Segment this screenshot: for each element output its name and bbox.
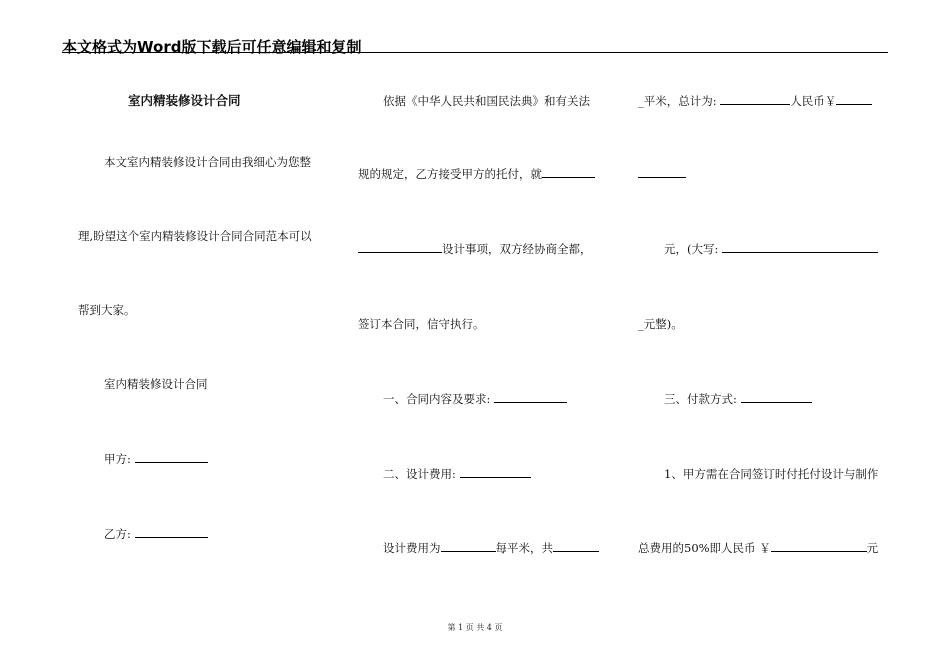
preamble-line-4: 签订本合同，信守执行。 — [358, 317, 485, 331]
section-1-label: 一、合同内容及要求: — [383, 392, 495, 406]
total-label-b: 人民币￥ — [790, 94, 837, 108]
amount-end-line: _元整)。 — [638, 317, 683, 331]
page-header: 本文格式为Word版下载后可任意编辑和复制 — [62, 38, 362, 56]
contract-subtitle: 室内精装修设计合同 — [104, 377, 208, 391]
fee-per-sqm-blank[interactable] — [441, 541, 496, 552]
payment-amount-blank[interactable] — [771, 541, 867, 552]
party-a-label: 甲方: — [104, 452, 135, 466]
section-1-blank[interactable] — [494, 392, 567, 403]
total-blank[interactable] — [720, 94, 790, 105]
rmb-blank-cont[interactable] — [638, 167, 686, 178]
preamble-line-2-text: 规的规定，乙方接受甲方的托付，就 — [358, 167, 542, 181]
fee-line — [383, 541, 599, 555]
section-2-label: 二、设计费用: — [383, 467, 460, 481]
preamble-line-3-text: 设计事项，双方经协商全都， — [442, 242, 592, 256]
total-label-a: _平米，总计为: — [638, 94, 721, 108]
project-blank[interactable] — [542, 167, 595, 178]
amount-line — [664, 242, 878, 256]
fee-label-b: 每平米，共 — [495, 541, 553, 555]
amount-words-blank[interactable] — [722, 242, 878, 253]
preamble-line-3 — [358, 242, 592, 256]
payment-label-a: 总费用的50%即人民币 ￥ — [638, 541, 771, 555]
header-rule — [62, 52, 888, 53]
party-a-blank[interactable] — [135, 452, 208, 463]
party-a-line — [104, 452, 208, 466]
page-number: 第 1 页 共 4 页 — [447, 623, 503, 632]
payment-label-b: 元 — [866, 541, 879, 555]
section-1-line — [383, 392, 567, 406]
preamble-line-2 — [358, 167, 595, 181]
fee-label-a: 设计费用为 — [383, 541, 441, 555]
section-2-line — [383, 467, 531, 481]
party-b-line — [104, 527, 208, 541]
total-line — [638, 94, 872, 108]
fee-total-area-blank[interactable] — [553, 541, 599, 552]
party-b-blank[interactable] — [135, 527, 208, 538]
rmb-blank[interactable] — [836, 94, 872, 105]
party-b-label: 乙方: — [104, 527, 135, 541]
payment-line-1: 1、甲方需在合同签订时付托付设计与制作 — [664, 467, 879, 481]
section-2-blank[interactable] — [460, 467, 531, 478]
section-3-label: 三、付款方式: — [664, 392, 741, 406]
preamble-line-1: 依据《中华人民共和国民法典》和有关法 — [383, 94, 590, 108]
amount-label-a: 元，(大写: — [664, 242, 723, 256]
intro-line-2: 理,盼望这个室内精装修设计合同合同范本可以 — [78, 229, 312, 243]
intro-line-3: 帮到大家。 — [78, 303, 136, 317]
project-blank-cont[interactable] — [358, 242, 442, 253]
intro-line-1: 本文室内精装修设计合同由我细心为您整 — [104, 155, 311, 169]
payment-line-2 — [638, 541, 878, 555]
rmb-blank-cont-line — [638, 167, 686, 181]
document-title: 室内精装修设计合同 — [128, 93, 241, 108]
section-3-line — [664, 392, 812, 406]
section-3-blank[interactable] — [741, 392, 812, 403]
